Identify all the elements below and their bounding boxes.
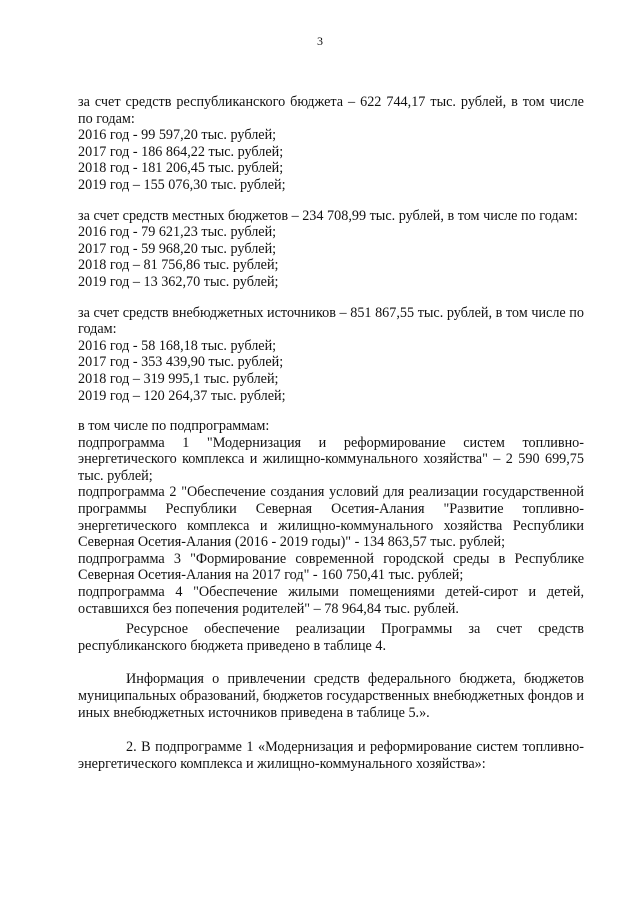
local-budgets-year: 2016 год - 79 621,23 тыс. рублей;	[78, 224, 277, 241]
funding-information-paragraph: Информация о привлечении средств федерального бюджета, бюджетов муниципальных образований, бюджетов государственных внебюджетных фондов и иных внебюджетных источников приведена в таблице 5.».	[78, 671, 584, 721]
local-budgets-intro: за счет средств местных бюджетов – 234 708,99 тыс. рублей, в том числе по годам:	[78, 207, 578, 224]
republic-budget-year: 2019 год – 155 076,30 тыс. рублей;	[78, 176, 286, 193]
page-number: 3	[317, 34, 323, 48]
document-body	[78, 94, 584, 772]
republic-budget-year: 2016 год - 99 597,20 тыс. рублей;	[78, 127, 277, 144]
subprogram-item: подпрограмма 2 "Обеспечение создания условий для реализации государственной программы Республики Северная Осетия-Алания "Развитие топливно-энергетического комплекса и жилищно-коммунального хозяйства Республики Северная Осетия-Алания (2016 - 2019 годы)" - 134 863,57 тыс. рублей;	[78, 484, 584, 551]
local-budgets-year: 2018 год – 81 756,86 тыс. рублей;	[78, 257, 279, 274]
republic-budget-block	[78, 94, 584, 194]
extrabudgetary-block	[78, 305, 584, 405]
republic-budget-intro: за счет средств республиканского бюджета – 622 744,17 тыс. рублей, в том числе по годам:	[78, 94, 584, 127]
local-budgets-year: 2019 год – 13 362,70 тыс. рублей;	[78, 273, 279, 290]
republic-budget-year: 2018 год - 181 206,45 тыс. рублей;	[78, 160, 284, 177]
local-budgets-block	[78, 208, 584, 291]
subprogram-item: подпрограмма 3 "Формирование современной городской среды в Республике Северная Осетия-Алания на 2017 год" - 160 750,41 тыс. рублей;	[78, 550, 584, 584]
resource-provision-paragraph: Ресурсное обеспечение реализации Программы за счет средств республиканского бюджета приведено в таблице 4.	[78, 621, 584, 654]
extrabudgetary-year: 2016 год - 58 168,18 тыс. рублей;	[78, 337, 277, 354]
extrabudgetary-year: 2017 год - 353 439,90 тыс. рублей;	[78, 354, 284, 371]
subprogram-amendment-paragraph: 2. В подпрограмме 1 «Модернизация и реформирование систем топливно-энергетического комплекса и жилищно-коммунального хозяйства»:	[78, 739, 584, 772]
subprograms-intro: в том числе по подпрограммам:	[78, 418, 270, 435]
extrabudgetary-year: 2018 год – 319 995,1 тыс. рублей;	[78, 370, 279, 387]
local-budgets-year: 2017 год - 59 968,20 тыс. рублей;	[78, 240, 277, 257]
subprogram-item: подпрограмма 1 "Модернизация и реформирование систем топливно-энергетического комплекса и жилищно-коммунального хозяйства" – 2 590 699,75 тыс. рублей;	[78, 434, 584, 484]
subprogram-item: подпрограмма 4 "Обеспечение жилыми помещениями детей-сирот и детей, оставшихся без попечения родителей" – 78 964,84 тыс. рублей.	[78, 584, 584, 617]
extrabudgetary-year: 2019 год – 120 264,37 тыс. рублей;	[78, 387, 286, 404]
subprograms-block	[78, 418, 584, 617]
republic-budget-year: 2017 год - 186 864,22 тыс. рублей;	[78, 143, 284, 160]
extrabudgetary-intro: за счет средств внебюджетных источников – 851 867,55 тыс. рублей, в том числе по годам:	[78, 304, 584, 338]
